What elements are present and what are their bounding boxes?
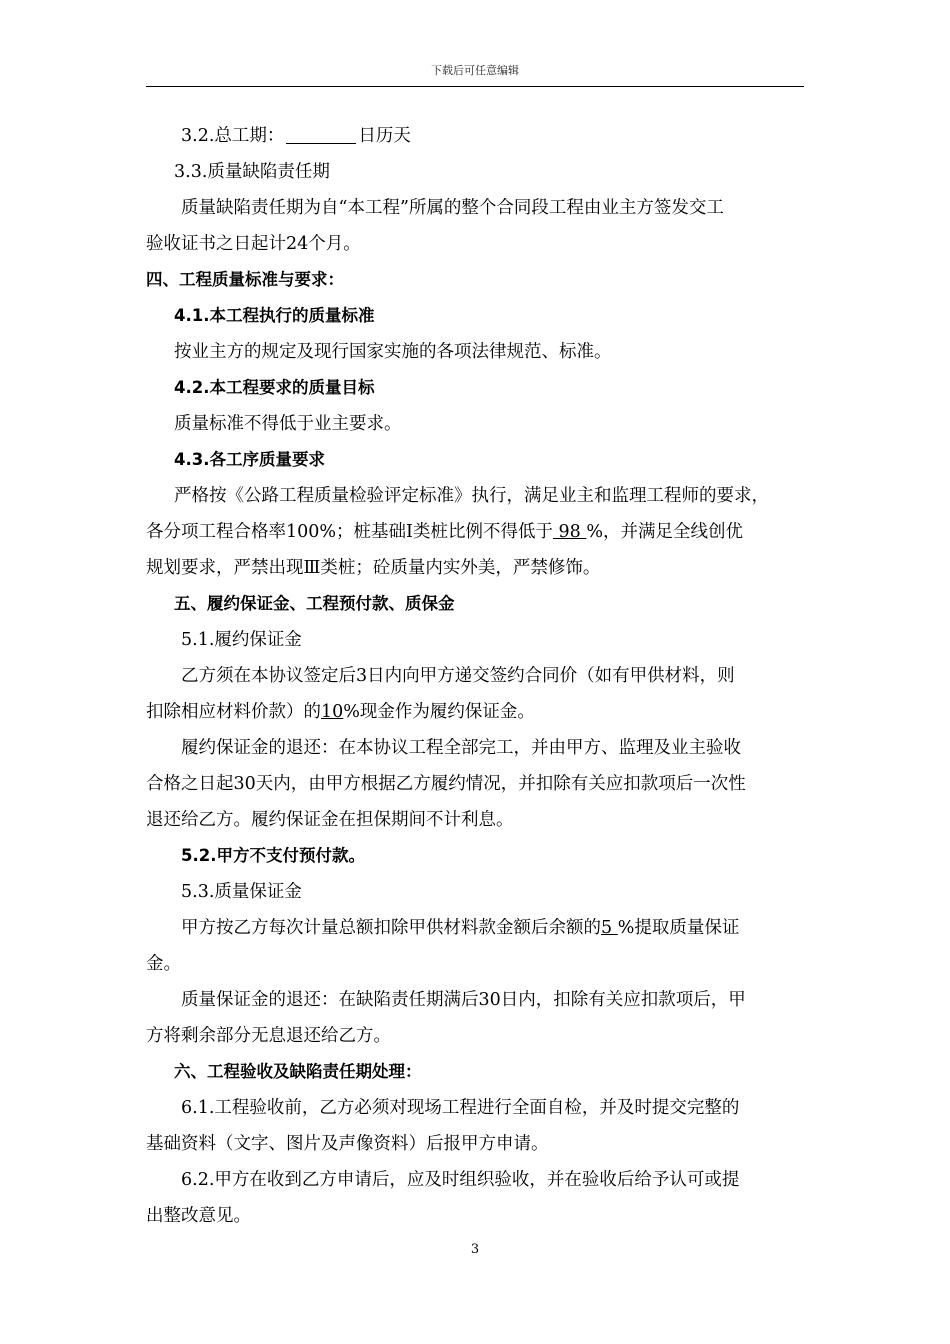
clause-4-3-heading: 4.3.各工序质量要求 bbox=[174, 450, 325, 469]
clause-5-1-heading: 5.1.履约保证金 bbox=[181, 630, 302, 650]
text-run: 扣除相应材料价款）的 bbox=[146, 702, 321, 722]
clause-4-2-heading: 4.2.本工程要求的质量目标 bbox=[174, 378, 375, 397]
paragraph-line bbox=[146, 910, 818, 946]
paragraph-line: 金。 bbox=[146, 954, 181, 974]
paragraph-line: 质量保证金的退还：在缺陷责任期满后30日内，扣除有关应扣款项后，甲 bbox=[181, 990, 746, 1010]
clause-4-1-heading: 4.1.本工程执行的质量标准 bbox=[174, 306, 375, 325]
deposit-percent-value: 10 bbox=[321, 702, 344, 722]
paragraph-line bbox=[146, 514, 818, 550]
retention-percent-value: 5 bbox=[601, 918, 618, 938]
paragraph-line: 履约保证金的退还：在本协议工程全部完工，并由甲方、监理及业主验收 bbox=[181, 738, 741, 758]
clause-5-3-heading: 5.3.质量保证金 bbox=[181, 882, 302, 902]
section-5-heading: 五、履约保证金、工程预付款、质保金 bbox=[174, 594, 455, 613]
paragraph-line: 按业主方的规定及现行国家实施的各项法律规范、标准。 bbox=[174, 342, 612, 362]
paragraph-line bbox=[146, 694, 818, 730]
text-run: %提取质量保证 bbox=[617, 918, 740, 938]
total-duration-blank bbox=[286, 121, 356, 144]
paragraph-line: 质量缺陷责任期为自“本工程”所属的整个合同段工程由业主方签发交工 bbox=[181, 198, 724, 218]
clause-5-2-heading: 5.2.甲方不支付预付款。 bbox=[181, 846, 365, 865]
paragraph-line: 严格按《公路工程质量检验评定标准》执行，满足业主和监理工程师的要求， bbox=[174, 486, 769, 506]
header-rule bbox=[146, 86, 804, 87]
document-body bbox=[146, 118, 818, 1234]
paragraph-line: 乙方须在本协议签定后3日内向甲方递交签约合同价（如有甲供材料，则 bbox=[181, 666, 735, 686]
page-header: 下载后可任意编辑 bbox=[431, 64, 519, 77]
paragraph-line: 规划要求，严禁出现Ⅲ类桩；砼质量内实外美，严禁修饰。 bbox=[146, 558, 601, 578]
text-run: 各分项工程合格率100%；桩基础Ⅰ类桩比例不得低于 bbox=[146, 522, 553, 542]
paragraph-line: 6.2.甲方在收到乙方申请后，应及时组织验收，并在验收后给予认可或提 bbox=[181, 1170, 740, 1190]
paragraph-line: 退还给乙方。履约保证金在担保期间不计利息。 bbox=[146, 810, 514, 830]
paragraph-line: 质量标准不得低于业主要求。 bbox=[174, 414, 402, 434]
paragraph-line: 出整改意见。 bbox=[146, 1206, 251, 1226]
section-4-heading: 四、工程质量标准与要求： bbox=[146, 270, 344, 289]
text-run: %现金作为履约保证金。 bbox=[343, 702, 535, 722]
page-number: 3 bbox=[470, 1242, 480, 1257]
paragraph-line: 方将剩余部分无息退还给乙方。 bbox=[146, 1026, 391, 1046]
text-run: %，并满足全线创优 bbox=[586, 522, 743, 542]
paragraph-line: 合格之日起30天内，由甲方根据乙方履约情况，并扣除有关应扣款项后一次性 bbox=[146, 774, 746, 794]
paragraph-line: 基础资料（文字、图片及声像资料）后报甲方申请。 bbox=[146, 1134, 549, 1154]
text-run: 甲方按乙方每次计量总额扣除甲供材料款金额后余额的 bbox=[181, 918, 601, 938]
paragraph-line: 6.1.工程验收前，乙方必须对现场工程进行全面自检，并及时提交完整的 bbox=[181, 1098, 740, 1118]
clause-3-3-heading: 3.3.质量缺陷责任期 bbox=[174, 162, 330, 182]
clause-3-2-label: 3.2.总工期： bbox=[181, 126, 285, 146]
section-6-heading: 六、工程验收及缺陷责任期处理： bbox=[174, 1062, 422, 1081]
pile-ratio-value: 98 bbox=[552, 522, 587, 542]
paragraph-line: 验收证书之日起计24个月。 bbox=[146, 234, 361, 254]
clause-3-2 bbox=[146, 118, 818, 154]
clause-3-2-unit: 日历天 bbox=[358, 126, 411, 146]
